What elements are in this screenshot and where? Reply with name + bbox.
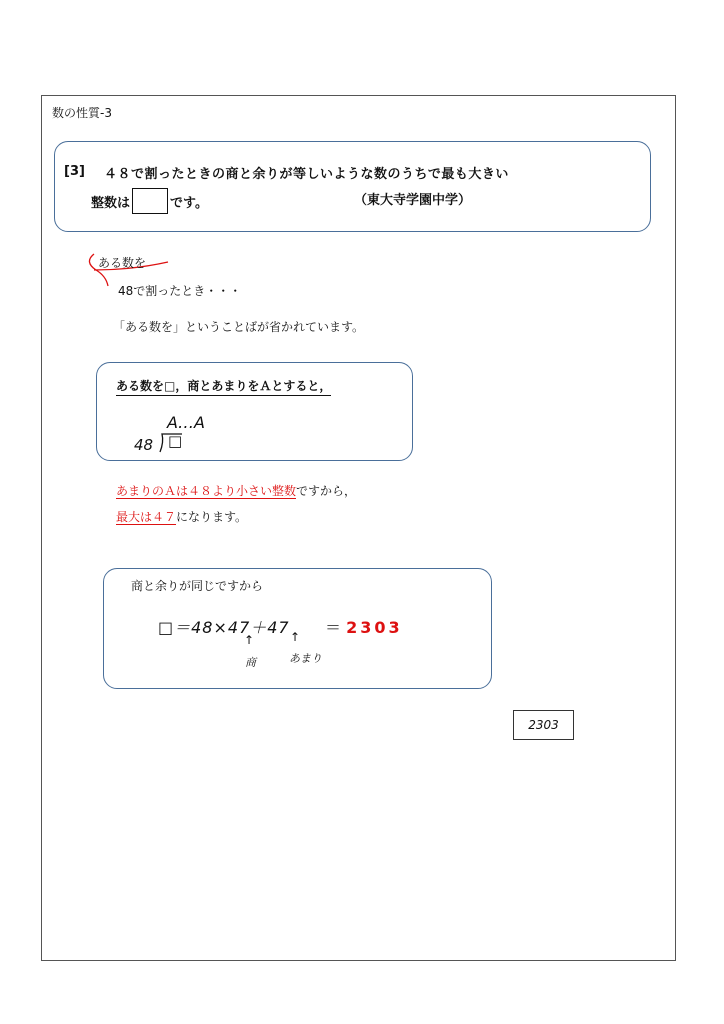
handwritten-quotient: A…A <box>167 413 205 432</box>
question-box <box>54 141 651 232</box>
equation-equals: ＝ <box>325 618 342 637</box>
explanation-line1-red: あまりのＡは４８より小さい整数 <box>116 484 297 498</box>
note-line1: 48で割ったとき・・・ <box>118 284 242 298</box>
note-bracket-text: ある数を <box>98 256 147 270</box>
explanation-line1 <box>116 482 356 499</box>
equation-result <box>325 615 403 638</box>
arrow-up-icon: ↑ <box>244 633 255 647</box>
question-source: （東大寺学園中学） <box>354 193 472 208</box>
question-text-line2 <box>91 188 208 214</box>
answer-blank-box <box>132 188 168 214</box>
explanation-line2-black: になります。 <box>176 510 248 524</box>
equation-result-value: 2303 <box>346 618 403 637</box>
handwritten-equation: □＝48×47＋47 <box>158 618 290 637</box>
handwritten-divisor: 48 <box>134 436 154 454</box>
explanation-line2 <box>116 508 247 525</box>
arrow-up-icon: ↑ <box>290 630 301 644</box>
calculation-box-title: 商と余りが同じですから <box>131 579 264 593</box>
question-text-after-blank: です。 <box>170 195 208 211</box>
label-remainder: あまり <box>289 652 322 665</box>
explanation-line1-black: ですから， <box>296 484 357 498</box>
handwritten-division <box>134 432 184 454</box>
section-title: 数の性質-3 <box>52 106 112 120</box>
question-text-before-blank: 整数は <box>91 195 131 211</box>
label-quotient: 商 <box>245 656 256 669</box>
note-line2: 「ある数を」ということばが省かれています。 <box>113 320 365 334</box>
explanation-line2-red: 最大は４７ <box>116 510 177 524</box>
final-answer-box: 2303 <box>513 710 574 740</box>
question-text-line1: ４８で割ったときの商と余りが等しいような数のうちで最も大きい <box>104 167 509 182</box>
question-number: [3] <box>64 164 85 179</box>
handwritten-dividend: □ <box>168 432 183 450</box>
setup-box-title: ある数を□，商とあまりをＡとすると， <box>116 377 331 396</box>
